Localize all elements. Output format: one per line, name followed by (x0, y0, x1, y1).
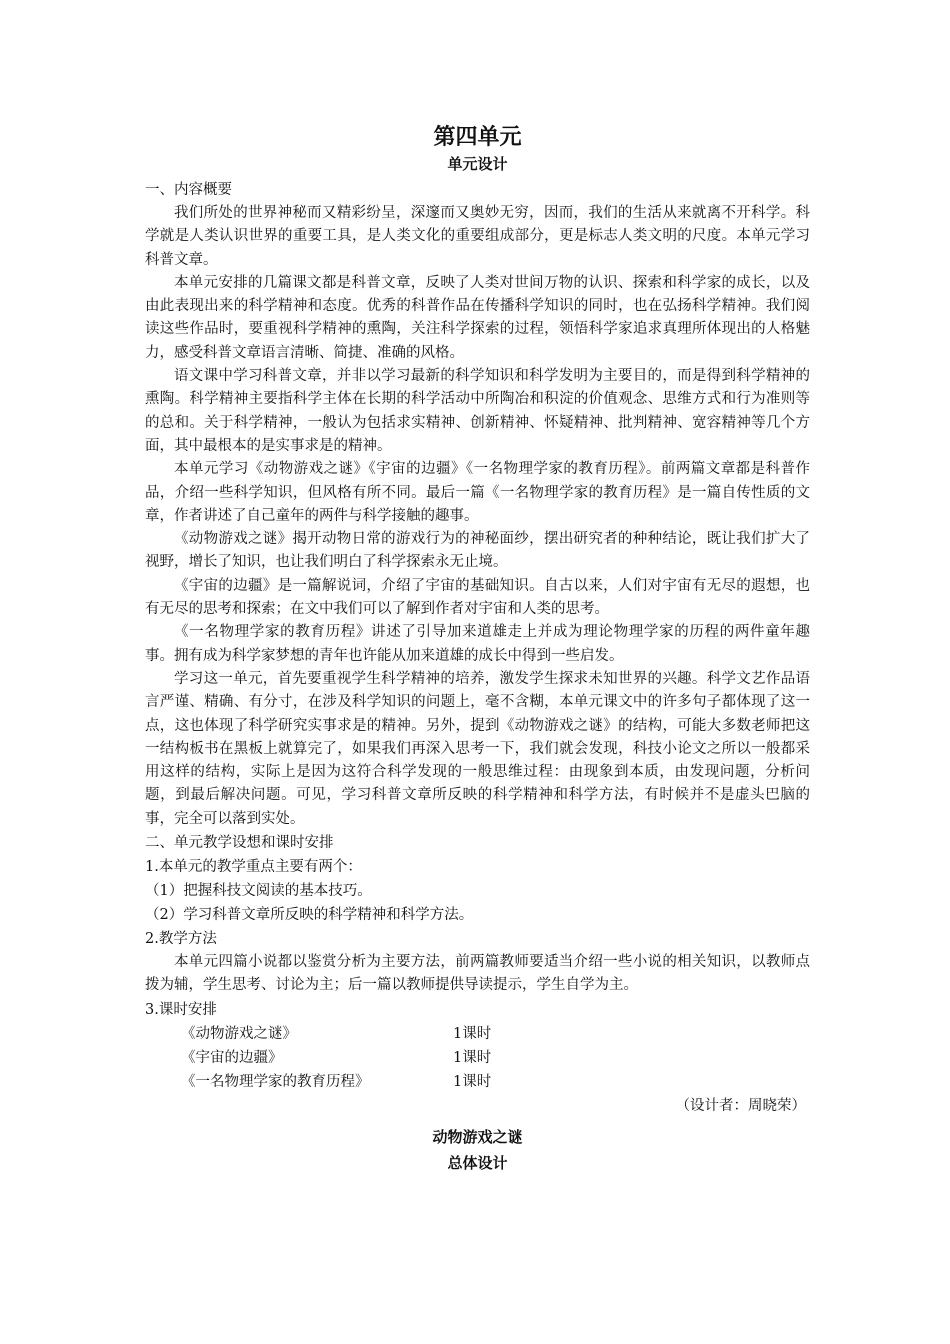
lesson-title: 动物游戏之谜 (432, 1127, 523, 1146)
method-heading: 2.教学方法 (145, 931, 217, 948)
overview-paragraph-6: 《宇宙的边疆》是一篇解说词，介绍了宇宙的基础知识。自古以来，人们对宇宙有无尽的遐想，也有无尽的思考和探索；在文中我们可以了解到作者对宇宙和人类的思考。 (145, 577, 810, 618)
unit-title: 第四单元 (433, 124, 522, 150)
schedule-heading: 3.课时安排 (145, 1001, 217, 1018)
designer-credit: （设计者：周晓荣） (675, 1097, 806, 1114)
schedule-lesson-hours: 1课时 (453, 1025, 492, 1042)
overview-paragraph-8: 学习这一单元，首先要重视学生科学精神的培养，激发学生探求未知世界的兴趣。科学文艺作品语言严谨、精确、有分寸，在涉及科学知识的问题上，毫不含糊，本单元课文中的许多句子都体现了这一点，这也体现了科学研究实事求是的精神。另外，提到《动物游戏之谜》的结构，可能大多数老师把这一结构板书在黑板上就算完了，如果我们再深入思考一下，我们就会发现，科技小论文之所以一般都采用这样的结构，实际上是因为这符合科学发现的一般思维过程：由现象到本质，由发现问题，分析问题，到最后解决问题。可见，学习科普文章所反映的科学精神和科学方法，有时候并不是虚头巴脑的事，完全可以落到实处。 (145, 670, 810, 827)
schedule-lesson-name: 《一名物理学家的教育历程》 (181, 1073, 370, 1090)
document-content (145, 122, 810, 1176)
schedule-row (145, 1070, 810, 1094)
overview-paragraph-5: 《动物游戏之谜》揭开动物日常的游戏行为的神秘面纱，摆出研究者的种种结论，既让我们扩大了视野，增长了知识，也让我们明白了科学探索永无止境。 (145, 531, 810, 571)
schedule-lesson-hours: 1课时 (453, 1073, 492, 1090)
unit-subtitle: 单元设计 (447, 155, 508, 173)
schedule-lesson-hours: 1课时 (453, 1049, 492, 1066)
schedule-list (145, 1022, 810, 1094)
overview-paragraph-3: 语文课中学习科普文章，并非以学习最新的科学知识和科学发明为主要目的，而是得到科学精神的熏陶。科学精神主要指科学主体在长期的科学活动中所陶冶和积淀的价值观念、思维方式和行为准则等的总和。关于科学精神，一般认为包括求实精神、创新精神、怀疑精神、批判精神、宽容精神等几个方面，其中最根本的是实事求是的精神。 (145, 368, 810, 454)
lesson-subtitle: 总体设计 (447, 1153, 508, 1172)
schedule-row (145, 1046, 810, 1070)
schedule-row (145, 1022, 810, 1046)
focus-heading: 1.本单元的教学重点主要有两个： (145, 859, 362, 876)
focus-item-1: （1）把握科技文阅读的基本技巧。 (145, 883, 372, 900)
overview-paragraph-1: 我们所处的世界神秘而又精彩纷呈，深邃而又奥妙无穷，因而，我们的生活从来就离不开科学。科学就是人类认识世界的重要工具，是人类文化的重要组成部分，更是标志人类文明的尺度。本单元学习科普文章。 (145, 205, 810, 268)
overview-heading: 一、内容概要 (145, 182, 232, 198)
teaching-heading: 二、单元教学设想和课时安排 (145, 835, 334, 852)
overview-paragraph-2: 本单元安排的几篇课文都是科普文章，反映了人类对世间万物的认识、探索和科学家的成长，以及由此表现出来的科学精神和态度。优秀的科普作品在传播科学知识的同时，也在弘扬科学精神。我们阅读这些作品时，要重视科学精神的熏陶，关注科学探索的过程，领悟科学家追求真理所体现出的人格魅力，感受科普文章语言清晰、简捷、准确的风格。 (145, 274, 810, 361)
overview-paragraph-4: 本单元学习《动物游戏之谜》《宇宙的边疆》《一名物理学家的教育历程》。前两篇文章都是科普作品，介绍一些科学知识，但风格有所不同。最后一篇《一名物理学家的教育历程》是一篇自传性质的文章，作者讲述了自己童年的两件与科学接触的趣事。 (145, 461, 810, 524)
schedule-lesson-name: 《宇宙的边疆》 (181, 1049, 283, 1066)
schedule-lesson-name: 《动物游戏之谜》 (181, 1025, 297, 1042)
overview-paragraph-7: 《一名物理学家的教育历程》讲述了引导加来道雄走上并成为理论物理学家的历程的两件童年趣事。拥有成为科学家梦想的青年也许能从加来道雄的成长中得到一些启发。 (145, 624, 810, 664)
method-paragraph: 本单元四篇小说都以鉴赏分析为主要方法，前两篇教师要适当介绍一些小说的相关知识，以教师点拨为辅，学生思考、讨论为主；后一篇以教师提供导读提示，学生自学为主。 (145, 954, 810, 994)
focus-item-2: （2）学习科普文章所反映的科学精神和科学方法。 (145, 907, 474, 924)
